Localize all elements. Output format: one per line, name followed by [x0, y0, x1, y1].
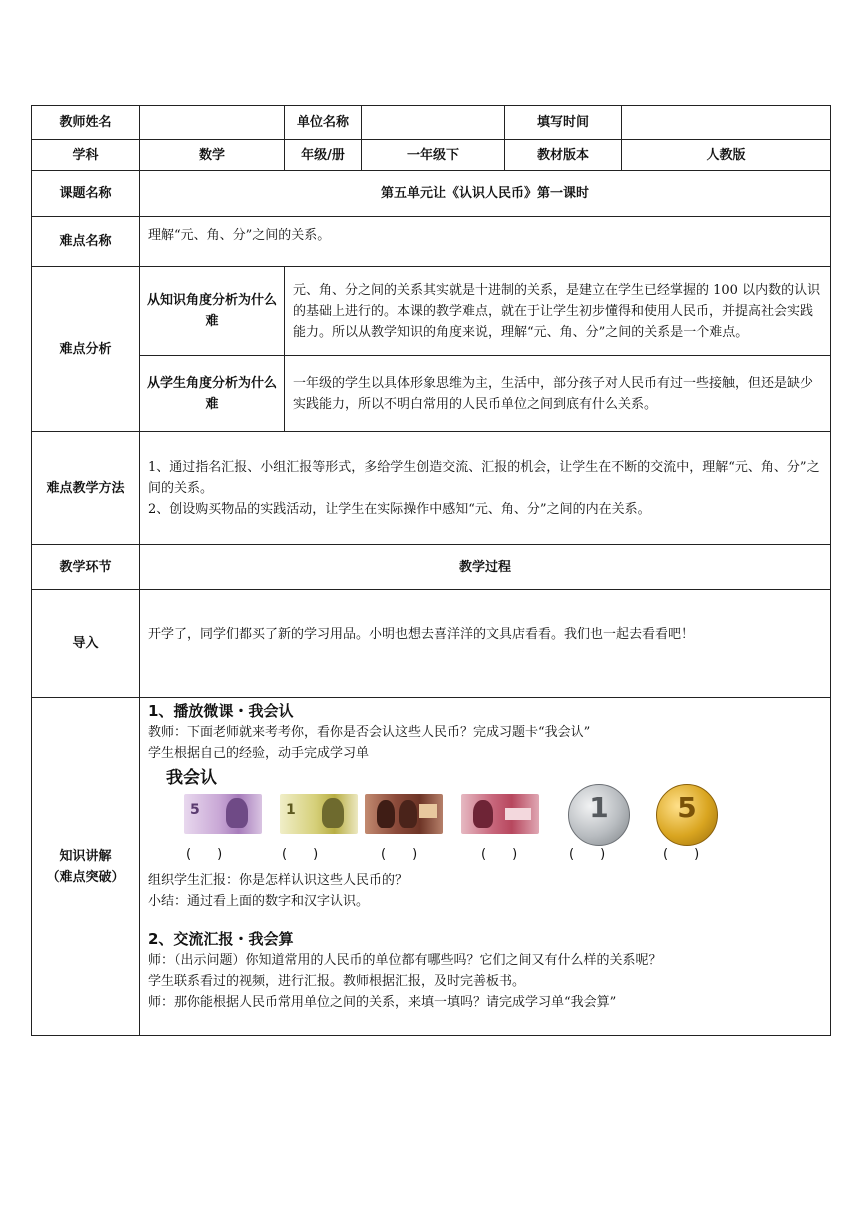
- coin-5-jiao-image: 5: [656, 784, 718, 846]
- knowledge-content: [140, 698, 831, 1036]
- answer-blank-3[interactable]: ( ): [381, 847, 418, 862]
- knowledge-angle-text: 元、角、分之间的关系其实就是十进制的关系，是建立在学生已经掌握的 100 以内数的认识的基础上进行的。本课的教学难点，就在于让学生初步懂得和使用人民币，并提高社会实践能力。所以从教学知识的角度来说，理解“元、角、分”之间的关系是一个难点。: [285, 267, 831, 356]
- subject-value: 数学: [140, 140, 285, 171]
- section-1-title: 1、播放微课・我会认: [148, 702, 294, 720]
- intro-text: 开学了，同学们都买了新的学习用品。小明也想去喜洋洋的文具店看看。我们也一起去看看吧！: [140, 590, 831, 698]
- knowledge-row: [32, 698, 831, 1036]
- grade-value: 一年级下: [362, 140, 505, 171]
- banknote-1-jiao-image: [461, 794, 539, 834]
- section-2-line-3: 师：那你能根据人民币常用单位之间的关系，来填一填吗？请完成学习单“我会算”: [148, 995, 617, 1010]
- section-1-line-3: 组织学生汇报：你是怎样认识这些人民币的？: [148, 873, 409, 888]
- unit-value: [362, 106, 505, 140]
- subject-label: 学科: [32, 140, 140, 171]
- edition-label: 教材版本: [505, 140, 622, 171]
- difficulty-row: [32, 217, 831, 267]
- answer-blank-5[interactable]: ( ): [569, 847, 606, 862]
- topic-label: 课题名称: [32, 171, 140, 217]
- lesson-plan-table: [31, 105, 831, 1036]
- banknote-5-yuan: [184, 794, 262, 834]
- answer-blank-4[interactable]: ( ): [481, 847, 518, 862]
- student-angle-label: 从学生角度分析为什么难: [140, 356, 285, 432]
- time-label: 填写时间: [505, 106, 622, 140]
- difficulty-label: 难点名称: [32, 217, 140, 267]
- process-section-label: 教学环节: [32, 545, 140, 590]
- banknote-5-jiao-image: [365, 794, 443, 834]
- banknote-1-yuan: [280, 794, 358, 834]
- money-card-title: 我会认: [166, 768, 217, 788]
- section-1-line-1: 教师：下面老师就来考考你，看你是否会认这些人民币？完成习题卡“我会认”: [148, 725, 591, 740]
- coin-1-jiao-image: 1: [568, 784, 630, 846]
- analysis-row-student: [32, 356, 831, 432]
- unit-label: 单位名称: [285, 106, 362, 140]
- banknote-5-jiao: [365, 794, 443, 834]
- banknote-5-yuan-image: 5: [184, 794, 262, 834]
- section-2-line-2: 学生联系看过的视频，进行汇报。教师根据汇报，及时完善板书。: [148, 974, 526, 989]
- header-row: [32, 106, 831, 140]
- answer-blank-1[interactable]: ( ): [186, 847, 223, 862]
- grade-label: 年级/册: [285, 140, 362, 171]
- answer-blank-2[interactable]: ( ): [282, 847, 319, 862]
- edition-value: 人教版: [622, 140, 831, 171]
- knowledge-label-line-1: 知识讲解: [59, 848, 112, 864]
- topic-value: 第五单元让《认识人民币》第一课时: [140, 171, 831, 217]
- banknote-1-yuan-image: 1: [280, 794, 358, 834]
- knowledge-label-line-2: （难点突破）: [46, 869, 125, 885]
- process-title: 教学过程: [140, 545, 831, 590]
- knowledge-angle-label: 从知识角度分析为什么难: [140, 267, 285, 356]
- money-recognition-card: [148, 768, 824, 868]
- analysis-row-knowledge: [32, 267, 831, 356]
- answer-blank-6[interactable]: ( ): [663, 847, 700, 862]
- student-angle-text: 一年级的学生以具体形象思维为主，生活中，部分孩子对人民币有过一些接触，但还是缺少实践能力，所以不明白常用的人民币单位之间到底有什么关系。: [285, 356, 831, 432]
- method-line-1: 1、通过指名汇报、小组汇报等形式，多给学生创造交流、汇报的机会，让学生在不断的交流中，理解“元、角、分”之间的关系。: [148, 459, 820, 496]
- method-text: [140, 432, 831, 545]
- subject-row: [32, 140, 831, 171]
- section-1-line-4: 小结：通过看上面的数字和汉字认识。: [148, 894, 370, 909]
- analysis-label: 难点分析: [32, 267, 140, 432]
- difficulty-value: 理解“元、角、分”之间的关系。: [140, 217, 831, 267]
- method-row: [32, 432, 831, 545]
- method-label: 难点教学方法: [32, 432, 140, 545]
- section-2-title: 2、交流汇报・我会算: [148, 930, 294, 948]
- section-2-line-1: 师：（出示问题）你知道常用的人民币的单位都有哪些吗？它们之间又有什么样的关系呢？: [148, 953, 662, 968]
- time-value: [622, 106, 831, 140]
- teacher-value: [140, 106, 285, 140]
- process-header-row: [32, 545, 831, 590]
- section-1-line-2: 学生根据自己的经验，动手完成学习单: [148, 746, 370, 761]
- topic-row: [32, 171, 831, 217]
- banknote-1-jiao: [461, 794, 539, 834]
- teacher-label: 教师姓名: [32, 106, 140, 140]
- knowledge-label: [32, 698, 140, 1036]
- method-line-2: 2、创设购买物品的实践活动，让学生在实际操作中感知“元、角、分”之间的内在关系。: [148, 501, 651, 517]
- intro-row: [32, 590, 831, 698]
- intro-label: 导入: [32, 590, 140, 698]
